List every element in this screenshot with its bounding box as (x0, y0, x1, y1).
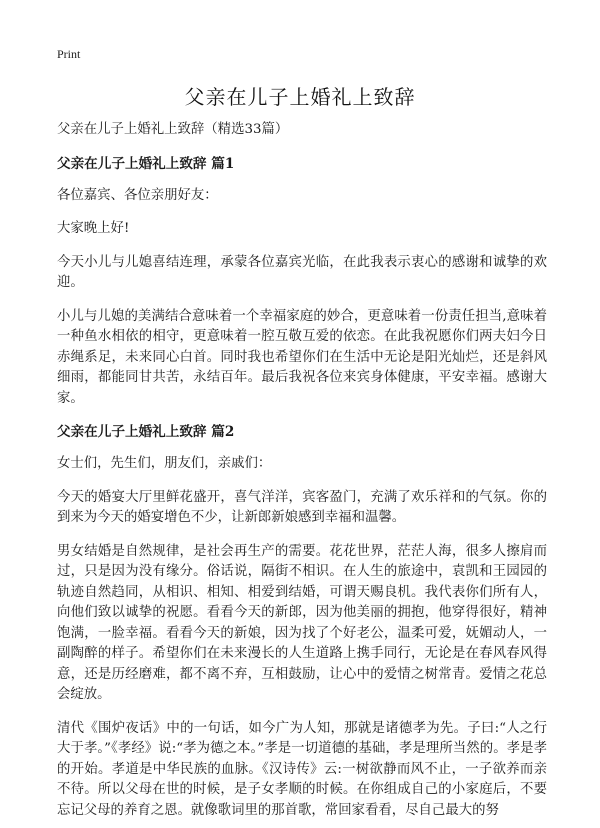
section-heading: 父亲在儿子上婚礼上致辞 篇2 (57, 424, 235, 440)
document-body (57, 120, 547, 828)
paragraph: 今天的婚宴大厅里鲜花盛开，喜气洋洋，宾客盈门，充满了欢乐祥和的气氛。你的到来为今天的婚宴增色不少，让新郎新娘感到幸福和温馨。 (57, 489, 547, 525)
paragraph: 小儿与儿媳的美满结合意味着一个幸福家庭的妙合，更意味着一份责任担当,意味着一种鱼水相依的相守，更意味着一腔互敬互爱的依恋。在此我祝愿你们两夫妇今日赤绳系足，未来同心白首。同时我也希望你们在生活中无论是阳光灿烂，还是斜风细雨，都能同甘共苦，永结百年。最后我祝各位来宾身体健康，平安幸福。感谢大家。 (57, 308, 547, 406)
print-link[interactable]: Print (57, 47, 81, 61)
section-heading: 父亲在儿子上婚礼上致辞 篇1 (57, 155, 235, 172)
document-subtitle: 父亲在儿子上婚礼上致辞（精选33篇） (57, 122, 289, 137)
paragraph: 今天小儿与儿媳喜结连理，承蒙各位嘉宾光临，在此我表示衷心的感谢和诚挚的欢迎。 (57, 254, 547, 290)
paragraph: 男女结婚是自然规律，是社会再生产的需要。花花世界，茫茫人海，很多人擦肩而过，只是因为没有缘分。俗话说，隔街不相识。在人生的旅途中，袁凯和王园园的轨迹自然趋同，从相识、相知、相爱到结婚，可谓天赐良机。我代表你们所有人，向他们致以诚挚的祝愿。看看今天的新郎，因为他美丽的拥抱，他穿得很好，精神饱满，一脸幸福。看看今天的新娘，因为找了个好老公，温柔可爱，妩媚动人，一副陶醉的样子。希望你们在未来漫长的人生道路上携手同行，无论是在春风春风得意，还是历经磨难，都不离不弃，互相鼓励，让心中的爱情之树常青。爱情之花总会绽放。 (57, 543, 547, 702)
section-2 (57, 422, 547, 821)
paragraph: 各位嘉宾、各位亲朋好友： (57, 187, 218, 203)
page-title: 父亲在儿子上婚礼上致辞 (184, 85, 416, 109)
section-1 (57, 154, 547, 410)
paragraph: 大家晚上好! (57, 221, 130, 236)
paragraph: 女士们，先生们，朋友们，亲戚们： (57, 456, 272, 471)
paragraph: 清代《围炉夜话》中的一句话，如今广为人知，那就是诸德孝为先。子曰:“人之行大于孝。”《孝经》说:“孝为德之本。”孝是一切道德的基础，孝是理所当然的。孝是孝的开始。孝道是中华民族的血脉。《汉诗传》云:一树欲静而风不止，一子欲养而亲不待。所以父母在世的时候，是子女孝顺的时候。在你组成自己的小家庭后，不要忘记父母的养育之恩。就像歌词里的那首歌，常回家看看，尽自己最大的努 (57, 720, 547, 818)
